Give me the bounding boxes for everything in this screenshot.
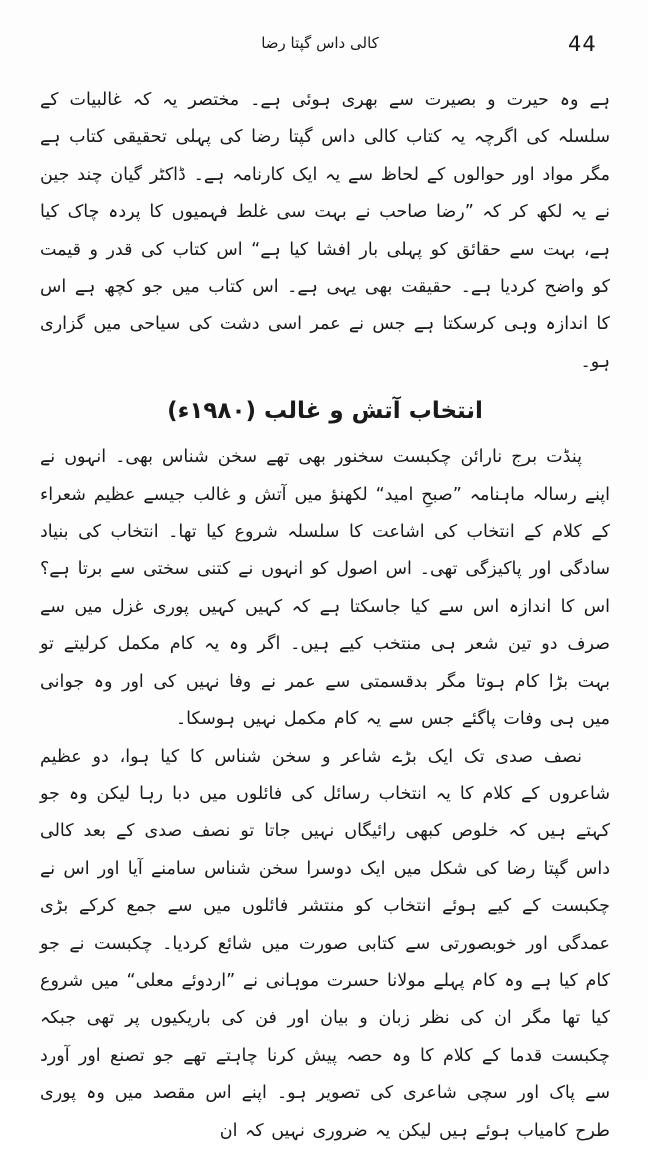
running-title: کالی داس گپتا رضا xyxy=(261,34,379,52)
page-number: 44 xyxy=(568,32,597,56)
running-header xyxy=(40,28,600,64)
paragraph-chakbast: پنڈت برج نارائن چکبست سخنور بھی تھے سخن شناس بھی۔ انہوں نے اپنے رسالہ ماہنامہ ”صبحِ امید“ لکھنؤ میں آتش و غالب جیسے عظیم شعراء کے کلام کے انتخاب کی اشاعت کا سلسلہ شروع کیا تھا۔ انتخاب کی بنیاد سادگی اور پاکیزگی تھی۔ اس اصول کو انہوں نے کتنی سختی سے برتا ہے؟ اس کا اندازہ اس سے کیا جاسکتا ہے کہ کہیں کہیں پوری غزل میں سے صرف دو تین شعر ہی منتخب کیے ہیں۔ اگر وہ یہ کام مکمل کرلیتے تو بہت بڑا کام ہوتا مگر بدقسمتی سے عمر نے وفا نہیں کی اور وہ جوانی میں ہی وفات پاگئے جس سے یہ کام مکمل نہیں ہوسکا۔ xyxy=(40,447,610,730)
page-body xyxy=(40,82,610,1150)
paragraph-intro: ہے وہ حیرت و بصیرت سے بھری ہوئی ہے۔ مختصر یہ کہ غالبیات کے سلسلہ کی اگرچہ یہ کتاب کالی داس گپتا رضا کی پہلی تحقیقی کتاب ہے مگر مواد اور حوالوں کے لحاظ سے یہ ایک کارنامہ ہے۔ ڈاکٹر گیان چند جین نے یہ لکھ کر کہ ”رضا صاحب نے بہت سی غلط فہمیوں کا پردہ چاک کیا ہے، بہت سے حقائق کو پہلی بار افشا کیا ہے“ اس کتاب کی قدر و قیمت کو واضح کردیا ہے۔ حقیقت بھی یہی ہے۔ اس کتاب میں جو کچھ ہے اس کا اندازہ وہی کرسکتا ہے جس نے عمر اسی دشت کی سیاحی میں گزاری ہو۔ xyxy=(40,90,610,372)
paragraph-raza: نصف صدی تک ایک بڑے شاعر و سخن شناس کا کیا ہوا، دو عظیم شاعروں کے کلام کا یہ انتخاب رسائل کی فائلوں میں دبا رہا لیکن وہ جو کہتے ہیں کہ خلوص کبھی رائیگاں نہیں جاتا تو نصف صدی کے بعد کالی داس گپتا رضا کی شکل میں ایک دوسرا سخن شناس سامنے آیا اور اس نے چکبست کے کیے ہوئے انتخاب کو منتشر فائلوں میں سے جمع کرکے بڑی عمدگی اور خوبصورتی سے کتابی صورت میں شائع کردیا۔ چکبست نے جو کام کیا ہے وہ کام پہلے مولانا حسرت موہانی نے ”اردوئے معلی“ میں شروع کیا تھا مگر ان کی نظر زبان و بیان اور فن کی باریکیوں پر تھی جبکہ چکبست قدما کے کلام کا وہ حصہ پیش کرنا چاہتے تھے جو تصنع اور آورد سے پاک اور سچی شاعری کی تصویر ہو۔ اپنے اس مقصد میں وہ پوری طرح کامیاب ہوئے ہیں لیکن یہ ضروری نہیں کہ ان xyxy=(40,746,610,1141)
section-heading: انتخاب آتش و غالب (۱۹۸۰ء) xyxy=(167,398,483,425)
